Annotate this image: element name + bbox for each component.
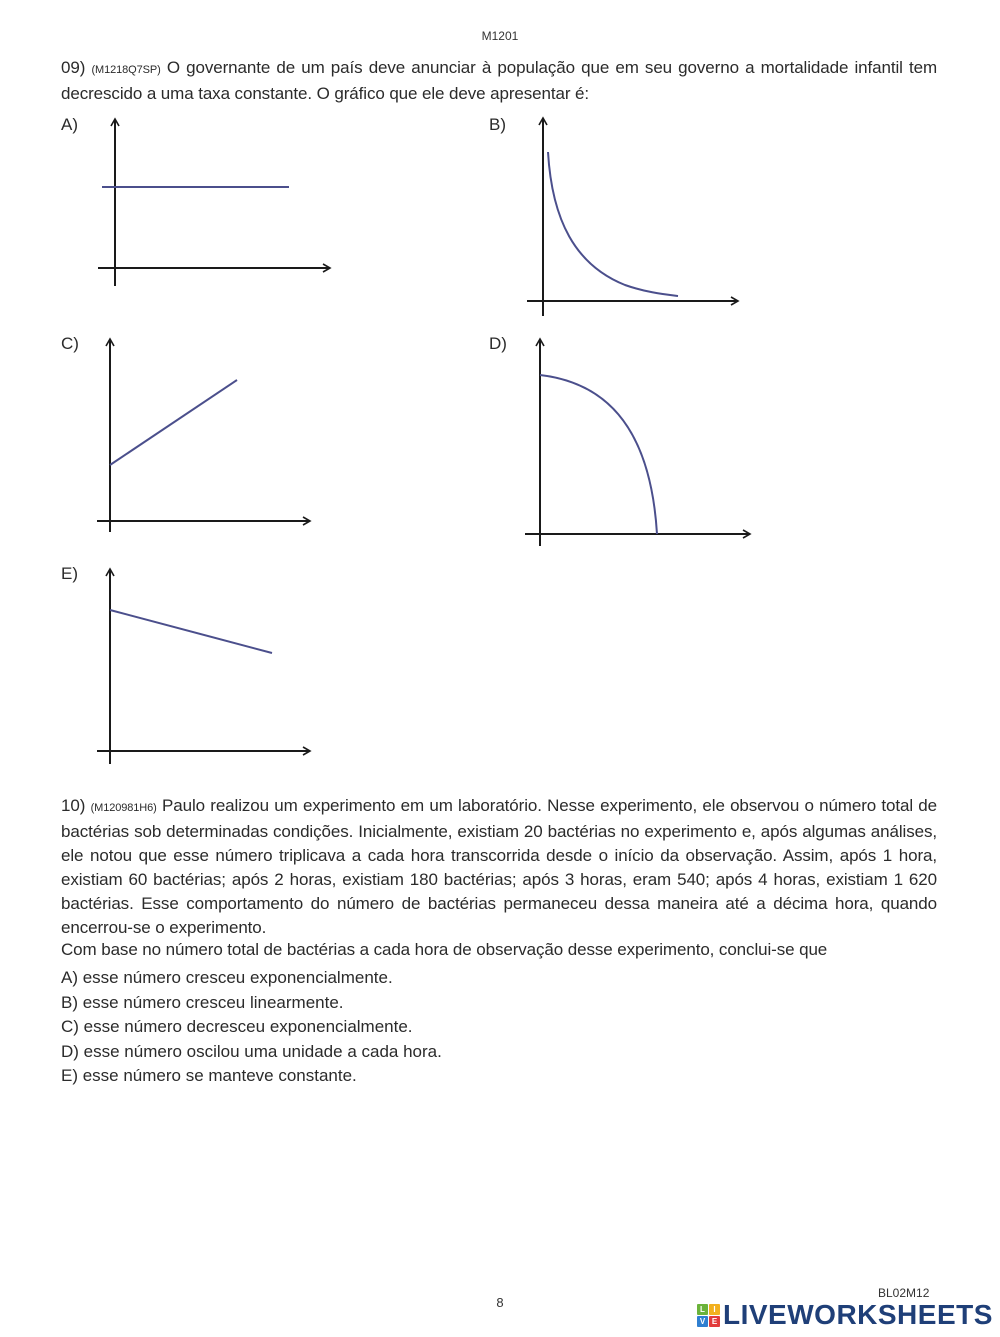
graph-e bbox=[97, 569, 310, 764]
question-9-code: (M1218Q7SP) bbox=[91, 64, 161, 76]
logo-tiles-icon bbox=[697, 1304, 720, 1327]
liveworksheets-logo bbox=[697, 1299, 993, 1330]
choice-c: C) esse número decresceu exponencialmente. bbox=[61, 1017, 413, 1036]
question-10-text bbox=[61, 794, 937, 940]
choice-b: B) esse número cresceu linearmente. bbox=[61, 992, 344, 1012]
logo-tile-l: L bbox=[697, 1304, 708, 1315]
option-d-label: D) bbox=[489, 334, 507, 353]
question-10-statement: Paulo realizou um experimento em um laboratório. Nesse experimento, ele observou o número total de bactérias sob determinadas condições. Inicialmente, existiam 20 bactérias no experimento e, após algumas análises, ele notou que esse número triplicava a cada hora transcorrida desde o início da observação. Assim, após 1 hora, existiam 60 bactérias; após 2 horas, existiam 180 bactérias; após 3 horas, eram 540; após 4 horas, existiam 1 620 bactérias. Esse comportamento do número de bactérias permaneceu dessa maneira até a décima hora, quando encerrou-se o experimento. bbox=[61, 796, 938, 937]
question-10-number: 10) bbox=[61, 796, 86, 815]
choice-e: E) esse número se manteve constante. bbox=[61, 1066, 357, 1085]
option-a-label: A) bbox=[61, 115, 78, 134]
question-10-choices bbox=[61, 966, 442, 1089]
question-9-number: 09) bbox=[61, 58, 86, 77]
question-9-text bbox=[61, 56, 937, 106]
graph-b bbox=[527, 118, 738, 316]
option-c-label: C) bbox=[61, 334, 79, 353]
question-10-prompt: Com base no número total de bactérias a cada hora de observação desse experimento, conclui-se que bbox=[61, 940, 828, 959]
curve-concave-arc bbox=[540, 375, 657, 534]
graph-c bbox=[97, 339, 310, 532]
header-code: M1201 bbox=[481, 29, 519, 43]
logo-text: LIVEWORKSHEETS bbox=[723, 1299, 993, 1330]
footer-code: BL02M12 bbox=[878, 1286, 930, 1300]
graph-a bbox=[98, 119, 330, 286]
logo-tile-v: V bbox=[697, 1316, 708, 1327]
choice-a: A) esse número cresceu exponencialmente. bbox=[61, 968, 393, 987]
question-10-code: (M120981H6) bbox=[90, 802, 157, 814]
question-9-statement: O governante de um país deve anunciar à população que em seu governo a mortalidade infantil tem decrescido a uma taxa constante. O gráfico que ele deve apresentar é: bbox=[61, 58, 938, 103]
graph-d bbox=[525, 339, 750, 546]
curve-increasing-line bbox=[110, 380, 237, 465]
option-b-label: B) bbox=[489, 115, 506, 134]
curve-exponential-decay bbox=[548, 152, 678, 296]
page-number: 8 bbox=[496, 1295, 504, 1310]
logo-tile-e: E bbox=[709, 1316, 720, 1327]
logo-tile-i: I bbox=[709, 1304, 720, 1315]
option-e-label: E) bbox=[61, 564, 78, 583]
curve-decreasing-line bbox=[110, 610, 272, 653]
choice-d: D) esse número oscilou uma unidade a cada hora. bbox=[61, 1041, 442, 1061]
